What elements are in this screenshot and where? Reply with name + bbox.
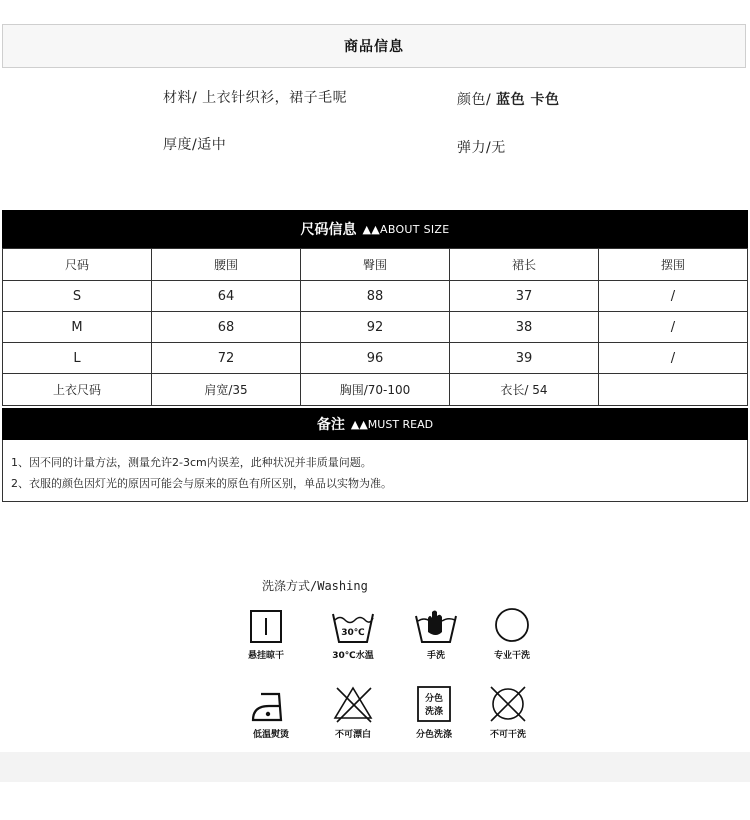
table-header-cell: 尺码 <box>3 249 152 281</box>
table-cell: 96 <box>301 343 450 374</box>
table-cell: 92 <box>301 312 450 343</box>
low-iron-icon <box>249 686 293 726</box>
size-info-bar <box>2 210 748 248</box>
wash-30-icon <box>331 608 375 648</box>
notes-title: 备注 <box>316 417 345 433</box>
table-cell: 衣长/ 54 <box>450 374 599 406</box>
note-line: 1、因不同的计量方法，测量允许2-3cm内误差，此种状况并非质量问题。 <box>11 456 372 469</box>
table-header-cell: 臀围 <box>301 249 450 281</box>
no-dry-clean-icon <box>486 684 530 724</box>
separate-text-1: 分色 <box>424 694 444 704</box>
wash-temp-text: 30℃ <box>341 628 365 638</box>
hand-wash-icon <box>414 608 458 648</box>
size-table <box>2 248 748 406</box>
notes-box <box>2 440 748 502</box>
table-cell: 39 <box>450 343 599 374</box>
notes-subtitle: ▲▲MUST READ <box>350 417 434 431</box>
table-row <box>3 281 748 312</box>
top-size-row <box>3 374 748 406</box>
hang-dry-icon <box>244 608 288 648</box>
size-info-subtitle: ▲▲ABOUT SIZE <box>362 222 450 236</box>
table-row <box>3 312 748 343</box>
table-cell: / <box>599 312 748 343</box>
table-cell <box>599 374 748 406</box>
material-info: 材料/ 上衣针织衫，裙子毛呢 <box>163 90 348 106</box>
table-cell: 胸围/70-100 <box>301 374 450 406</box>
table-cell: 37 <box>450 281 599 312</box>
thickness-info: 厚度/适中 <box>163 137 227 153</box>
color-label: 颜色/ <box>457 92 492 108</box>
table-cell: 38 <box>450 312 599 343</box>
icon-label: 30℃水温 <box>332 651 374 661</box>
table-header-cell: 腰围 <box>152 249 301 281</box>
product-info-header <box>2 24 746 68</box>
bottom-band <box>0 752 750 782</box>
icon-label: 手洗 <box>426 651 445 661</box>
product-info-title: 商品信息 <box>344 39 404 55</box>
table-row <box>3 343 748 374</box>
size-info-title: 尺码信息 <box>300 222 357 238</box>
table-cell: M <box>3 312 152 343</box>
table-cell: 肩宽/35 <box>152 374 301 406</box>
note-line: 2、衣服的颜色因灯光的原因可能会与原来的原色有所区别，单品以实物为准。 <box>11 477 392 490</box>
table-header-row <box>3 249 748 281</box>
no-bleach-icon <box>331 684 375 724</box>
separate-text-2: 洗涤 <box>424 707 444 717</box>
icon-label: 不可漂白 <box>334 730 371 740</box>
table-header-cell: 摆围 <box>599 249 748 281</box>
icon-label: 分色洗涤 <box>415 730 452 740</box>
table-cell: / <box>599 281 748 312</box>
color-info <box>457 89 560 109</box>
table-header-cell: 裙长 <box>450 249 599 281</box>
icon-label: 低温熨烫 <box>252 730 289 740</box>
separate-wash-icon <box>412 686 456 726</box>
washing-title: 洗涤方式/Washing <box>262 579 368 593</box>
table-cell: 64 <box>152 281 301 312</box>
icon-label: 专业干洗 <box>493 651 530 661</box>
table-cell: 68 <box>152 312 301 343</box>
table-cell: / <box>599 343 748 374</box>
table-cell: L <box>3 343 152 374</box>
color-value: 蓝色 卡色 <box>496 92 560 108</box>
table-cell: 上衣尺码 <box>3 374 152 406</box>
table-cell: S <box>3 281 152 312</box>
icon-label: 悬挂晾干 <box>247 651 284 661</box>
elasticity-info: 弹力/无 <box>457 140 506 156</box>
table-cell: 88 <box>301 281 450 312</box>
notes-bar <box>2 408 748 440</box>
table-cell: 72 <box>152 343 301 374</box>
icon-label: 不可干洗 <box>489 730 526 740</box>
dry-clean-icon <box>490 606 534 646</box>
